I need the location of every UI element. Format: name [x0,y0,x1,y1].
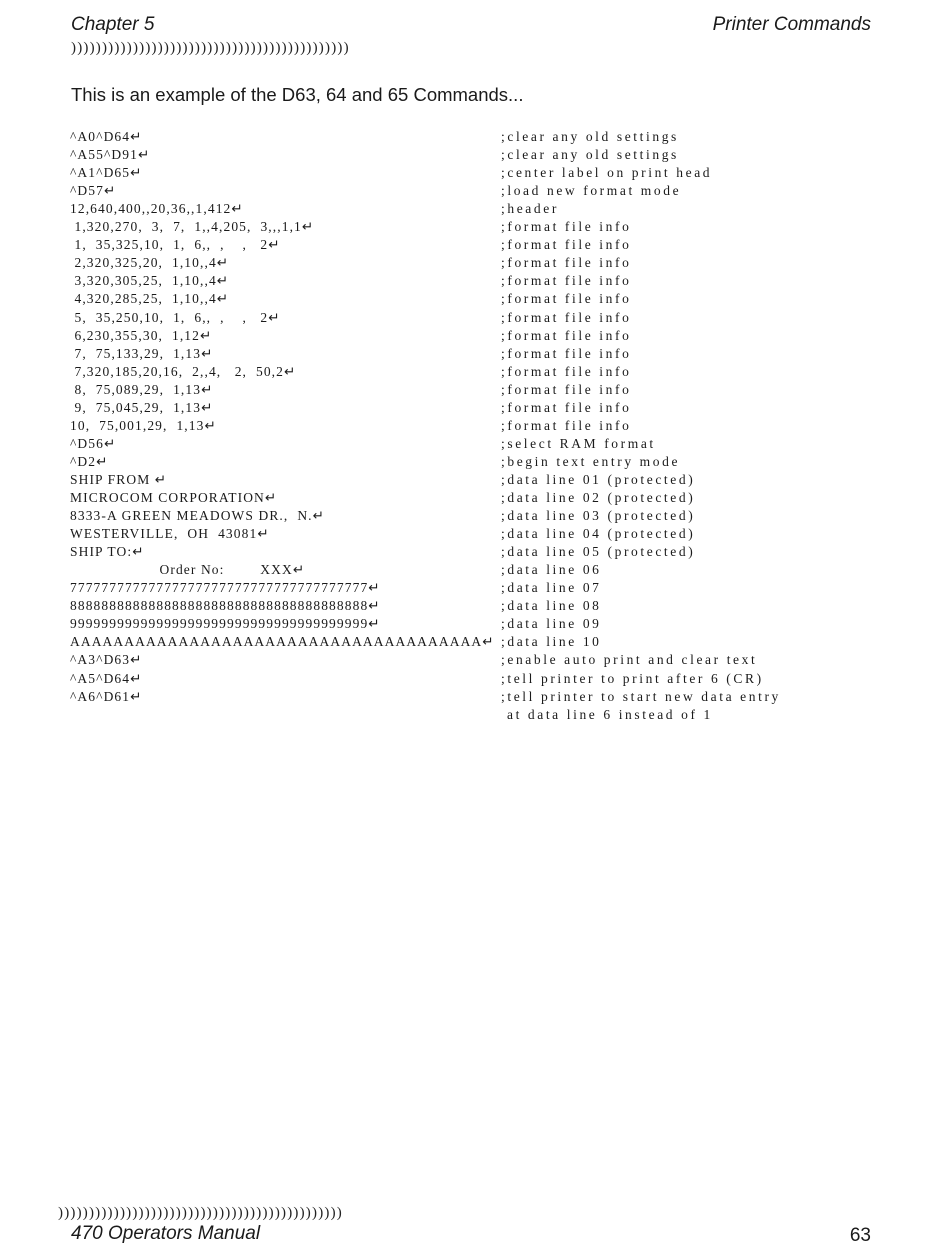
command-text: SHIP FROM ↵ [70,471,168,487]
comment-text: ;data line 03 (protected) [501,508,696,524]
command-text: 6,230,355,30, 1,12↵ [70,327,213,343]
code-line [0,400,950,418]
code-line [0,291,950,309]
comment-text: ;data line 07 [501,580,602,596]
chapter-title: Chapter 5 [71,14,155,35]
section-title: Printer Commands [712,14,871,35]
comment-text: ;format file info [501,273,632,289]
command-text: 1, 35,325,10, 1, 6,, , , 2↵ [70,237,281,253]
command-text: 2,320,325,20, 1,10,,4↵ [70,255,230,271]
code-line [0,201,950,219]
comment-text: ;format file info [501,255,632,271]
code-line [0,634,950,652]
command-text: MICROCOM CORPORATION↵ [70,490,278,505]
code-line [0,382,950,400]
comment-text: ;data line 08 [501,598,602,614]
command-text: ^A6^D61↵ [70,688,143,704]
code-line [0,129,950,147]
comment-text: ;format file info [501,309,632,325]
command-text: ^A1^D65↵ [70,165,143,181]
code-line [0,147,950,165]
comment-text: ;enable auto print and clear text [501,652,758,668]
code-line [0,472,950,490]
code-line [0,255,950,273]
code-line [0,544,950,562]
code-line [0,165,950,183]
command-text: 99999999999999999999999999999999999999↵ [70,616,381,632]
comment-text: ;data line 05 (protected) [501,544,696,560]
code-line [0,616,950,634]
code-line [0,219,950,237]
code-line [0,671,950,689]
code-line [0,418,950,436]
command-text: 8, 75,089,29, 1,13↵ [70,381,214,397]
comment-text: ;tell printer to print after 6 (CR) [501,670,764,686]
comment-text: ;format file info [501,381,632,397]
command-text: WESTERVILLE, OH 43081↵ [70,526,270,542]
comment-text: ;data line 10 [501,634,602,650]
command-text: SHIP TO:↵ [70,544,145,560]
code-line [0,436,950,454]
header-rule: ))))))))))))))))))))))))))))))))))))))))))))) [71,40,350,56]
comment-text: ;format file info [501,417,632,433]
comment-text: ;data line 09 [501,616,602,632]
code-line [0,598,950,616]
comment-text: ;format file info [501,291,632,307]
comment-text: ;load new format mode [501,183,682,199]
command-text: ^D56↵ [70,435,117,451]
intro-text: This is an example of the D63, 64 and 65 Commands... [71,84,524,105]
command-text: AAAAAAAAAAAAAAAAAAAAAAAAAAAAAAAAAAAAAA↵ [70,634,495,650]
code-line [0,689,950,707]
comment-text: ;select RAM format [501,435,656,451]
command-text: 5, 35,250,10, 1, 6,, , , 2↵ [70,309,281,325]
comment-text: ;data line 02 (protected) [501,490,696,505]
code-line [0,364,950,382]
comment-text: ;clear any old settings [501,129,679,144]
manual-title: 470 Operators Manual [71,1223,261,1244]
command-text: ^A3^D63↵ [70,652,143,668]
code-line [0,652,950,670]
code-line [0,490,950,508]
command-text: ^A55^D91↵ [70,147,151,163]
comment-text: at data line 6 instead of 1 [501,706,713,722]
command-text: 7,320,185,20,16, 2,,4, 2, 50,2↵ [70,363,297,379]
comment-text: ;data line 06 [501,562,602,578]
code-line [0,508,950,526]
command-text: 10, 75,001,29, 1,13↵ [70,417,217,433]
command-text: Order No: XXX↵ [70,562,306,578]
command-text: 88888888888888888888888888888888888888↵ [70,598,381,614]
comment-text: ;clear any old settings [501,147,679,163]
code-line [0,328,950,346]
command-text: 7, 75,133,29, 1,13↵ [70,345,214,361]
command-text: 3,320,305,25, 1,10,,4↵ [70,273,230,289]
comment-text: ;format file info [501,237,632,253]
command-text: 1,320,270, 3, 7, 1,,4,205, 3,,,1,1↵ [70,219,315,235]
comment-text: ;format file info [501,363,632,379]
code-line [0,526,950,544]
footer-rule: )))))))))))))))))))))))))))))))))))))))))))))) [58,1205,343,1221]
comment-text: ;data line 01 (protected) [501,471,696,487]
comment-text: ;format file info [501,327,632,343]
command-text: 4,320,285,25, 1,10,,4↵ [70,291,230,307]
comment-text: ;format file info [501,345,632,361]
code-line [0,580,950,598]
command-text: 12,640,400,,20,36,,1,412↵ [70,201,244,217]
code-line [0,273,950,291]
comment-text: ;data line 04 (protected) [501,526,696,542]
code-line [0,237,950,255]
page-number: 63 [849,1225,871,1246]
code-line [0,183,950,201]
code-line [0,562,950,580]
code-line [0,346,950,364]
command-text: ^A0^D64↵ [70,129,143,144]
command-text: 77777777777777777777777777777777777777↵ [70,580,381,596]
command-text: ^D57↵ [70,183,117,199]
comment-text: ;center label on print head [501,165,713,181]
command-text: 9, 75,045,29, 1,13↵ [70,399,214,415]
code-line [0,707,950,725]
command-text: 8333-A GREEN MEADOWS DR., N.↵ [70,508,326,524]
command-text: ^A5^D64↵ [70,670,143,686]
code-line [0,310,950,328]
comment-text: ;begin text entry mode [501,453,681,469]
code-line [0,454,950,472]
comment-text: ;tell printer to start new data entry [501,688,781,704]
command-text: ^D2↵ [70,453,109,469]
comment-text: ;format file info [501,399,632,415]
comment-text: ;header [501,201,559,217]
comment-text: ;format file info [501,219,632,235]
